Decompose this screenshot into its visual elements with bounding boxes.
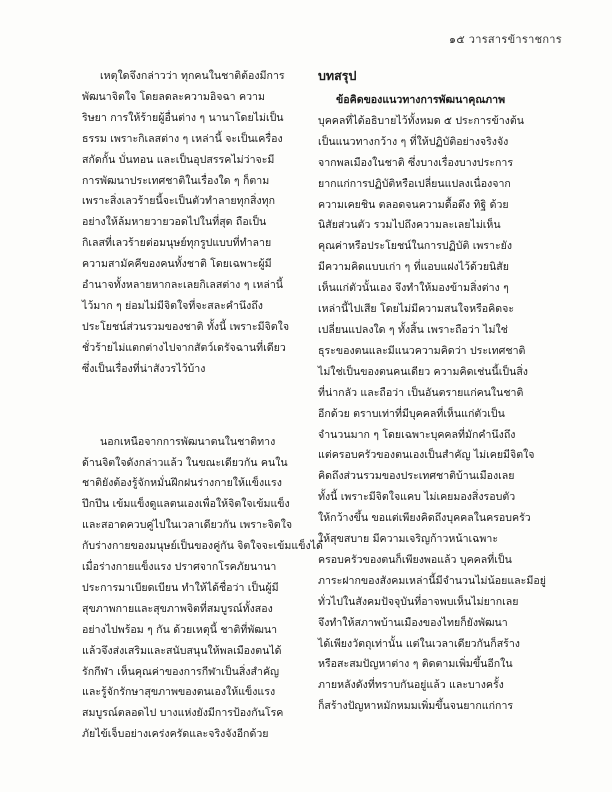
text-line: ไม่ใช่เป็นของตนคนเดียว ความคิดเช่นนี้เป็นสิ่ง [318,365,528,378]
text-line: ปึกปึน เข้มแข็งดูแลตนเองเพื่อให้จิตใจเข้มแข็ง [82,498,290,511]
text-line: ให้สุขสบาย มีความเจริญก้าวหน้าเฉพาะ [318,533,499,546]
text-line: สุขภาพกายและสุขภาพจิตที่สมบูรณ์ทั้งสอง [82,602,273,615]
text-line: เหตุใดจึงกล่าวว่า ทุกคนในชาติต้องมีการ [100,70,285,82]
text-line: หรือสะสมปัญหาต่าง ๆ ติดตามเพิ่มขึ้นอีกใน [318,658,513,671]
text-line: ประโยชน์ส่วนรวมของชาติ ทั้งนี้ เพราะมีจิตใจ [82,320,290,333]
text-line: ประการมาเบียดเบียน ทำให้ได้ชื่อว่า เป็นผู้มี [82,581,279,594]
text-line: เมื่อร่างกายแข็งแรง ปราศจากโรคภัยนานา [82,561,277,574]
text-line: ความสามัคคีของคนทั้งชาติ โดยเฉพาะผู้มี [82,258,272,271]
text-line: ธุระของตนและมีแนวความคิดว่า ประเทศชาติ [318,344,526,357]
text-line: นิสัยส่วนตัว รวมไปถึงความละเลยไม่เห็น [318,219,501,232]
running-head: ๑๕ วารสารข้าราชการ [449,33,562,46]
text-line: ทั้งนี้ เพราะมีจิตใจแคบ ไม่เคยมองสิ่งรอบตัว [318,491,516,504]
text-line: ได้เพียงวัตถุเท่านั้น แต่ในเวลาเดียวกันก็สร้าง [318,637,520,650]
text-line: ให้กว้างขึ้น ขอแต่เพียงคิดถึงบุคคลในครอบครัว [318,512,531,525]
text-line: จึงทำให้สภาพบ้านเมืองของไทยก็ยังพัฒนา [318,616,508,629]
section-title: บทสรุป [318,68,357,83]
text-line: บุคคลที่ได้อธิบายไว้ทั้งหมด ๕ ประการข้างต้น [318,114,524,127]
text-line: จากพลเมืองในชาติ ซึ่งบางเรื่องบางประการ [318,156,514,169]
text-line: ไว้มาก ๆ ย่อมไม่มีจิตใจที่จะสละคำนึงถึง [82,299,263,312]
text-line: ด้านจิตใจดังกล่าวแล้ว ในขณะเดียวกัน คนใน [82,456,288,469]
text-line: พัฒนาจิตใจ โดยลดละความอิจฉา ความ [82,90,265,103]
text-line: และสอาดควบคู่ไปในเวลาเดียวกัน เพราะจิตใจ [82,519,293,532]
text-line: กิเลสที่เลวร้ายต่อมนุษย์ทุกรูปแบบที่ทำลาย [82,237,272,250]
text-line: คุณค่าหรือประโยชน์ในการปฏิบัติ เพราะยัง [318,240,513,253]
text-line: เพราะสิ่งเลวร้ายนี้จะเป็นตัวทำลายทุกสิ่งทุก [82,195,276,208]
right-column [318,66,546,717]
text-line: สมบูรณ์ตลอดไป บางแห่งยังมีการป้องกันโรค [82,707,284,720]
text-line: แล้วจึงส่งเสริมและสนับสนุนให้พลเมืองตนได้ [82,644,282,657]
paragraph-gap [82,380,296,432]
left-column [82,66,323,745]
text-line: และรู้จักรักษาสุขภาพของตนเองให้แข็งแรง [82,686,276,699]
text-line: นอกเหนือจากการพัฒนาตนในชาติทาง [100,435,276,448]
text-line: เป็นแนวทางกว้าง ๆ ที่ให้ปฏิบัติอย่างจริงจัง [318,135,509,148]
text-line: ภายหลังดังที่ทราบกันอยู่แล้ว และบางครั้ง [318,679,504,692]
text-line: อำนาจทั้งหลายหากละเลยกิเลสต่าง ๆ เหล่านี้ [82,279,284,292]
text-line: ภาระฝากของสังคมเหล่านี้มีจำนวนไม่น้อยและมีอยู่ [318,574,546,587]
text-line: มีความคิดแบบเก่า ๆ ที่แอบแฝงไว้ด้วยนิสัย [318,261,509,274]
text-line: กับร่างกายของมนุษย์เป็นของคู่กัน จิตใจจะเข้มแข็งได้ [82,540,323,553]
text-line: ยากแก่การปฏิบัติหรือเปลี่ยนแปลงเนื่องจาก [318,177,511,190]
text-line: ริษยา การให้ร้ายผู้อื่นต่าง ๆ นานาโดยไม่เป็น [82,111,284,124]
text-line: ธรรม เพราะกิเลสต่าง ๆ เหล่านี้ จะเป็นเครื่อง [82,132,283,145]
text-line: ภัยไข้เจ็บอย่างเคร่งครัดและจริงจังอีกด้วย [82,728,269,741]
left-paragraph-1 [82,66,296,380]
text-line: ข้อคิดของแนวทางการพัฒนาคุณภาพ [336,94,506,106]
text-line: คิดถึงส่วนรวมของประเทศชาติบ้านเมืองเลย [318,470,515,483]
text-line: เปลี่ยนแปลงใด ๆ ทั้งสิ้น เพราะถือว่า ไม่ใช่ [318,323,508,336]
text-line: ที่น่ากลัว และถือว่า เป็นอันตรายแก่คนในชาติ [318,386,524,399]
text-line: รักกีฬา เห็นคุณค่าของการกีฬาเป็นสิ่งสำคัญ [82,665,280,678]
text-line: อย่างไปพร้อม ๆ กัน ด้วยเหตุนี้ ชาติที่พัฒนา [82,623,278,636]
text-line: ซึ่งเป็นเรื่องที่น่าสังวรไว้บ้าง [82,362,206,375]
text-line: ชั่วร้ายไม่แตกต่างไปจากสัตว์เดรัจฉานที่เดียว [82,341,286,354]
text-line: เหล่านี้ไปเสีย โดยไม่มีความสนใจหรือคิดจะ [318,303,515,316]
text-line: การพัฒนาประเทศชาติในเรื่องใด ๆ ก็ตาม [82,174,270,187]
text-line: ชาติยังต้องรู้จักหมั่นฝึกฝนร่างกายให้แข็งแรง [82,477,282,490]
text-line: อีกด้วย ตราบเท่าที่มีบุคคลที่เห็นแก่ตัวเป็น [318,407,505,420]
left-paragraph-2 [82,432,323,746]
text-line: ก็สร้างปัญหาหมักหมมเพิ่มขึ้นจนยากแก่การ [318,700,514,713]
text-line: สกัดกั้น บั่นทอน และเป็นอุปสรรคไม่ว่าจะมี [82,153,275,166]
text-line: แต่ครอบครัวของตนเองเป็นสำคัญ ไม่เคยมีจิตใจ [318,449,535,462]
text-line: ครอบครัวของตนก็เพียงพอแล้ว บุคคลที่เป็น [318,553,512,566]
text-line: อย่างให้ล้มหายวายวอดไปในที่สุด ถือเป็น [82,216,267,229]
text-line: จำนวนมาก ๆ โดยเฉพาะบุคคลที่มักคำนึงถึง [318,428,516,441]
right-paragraph-1 [318,90,546,717]
text-line: เห็นแก่ตัวนั้นเอง จึงทำให้มองข้ามสิ่งต่าง ๆ [318,282,509,295]
text-line: ความเคยชิน ตลอดจนความดื้อดึง ทิฐิ ด้วย [318,198,509,211]
text-line: ทั่วไปในสังคมปัจจุบันที่อาจพบเห็นไม่ยากเลย [318,595,519,608]
